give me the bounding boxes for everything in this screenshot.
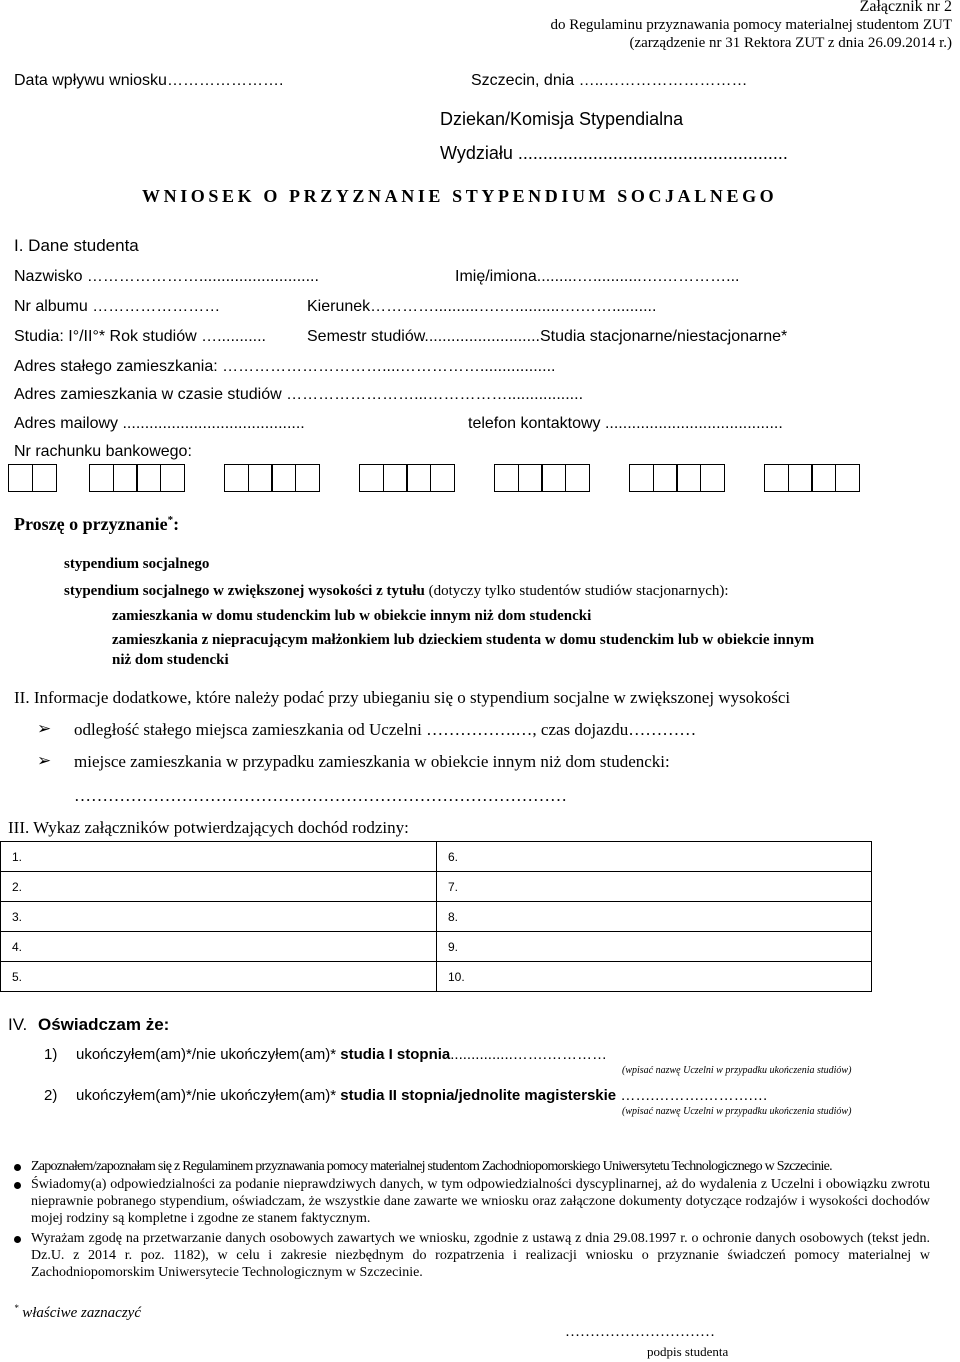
statement-1-number: 1) — [44, 1046, 58, 1063]
statement-2-degree: studia II stopnia/jednolite magisterskie — [340, 1087, 617, 1104]
addressee-faculty-field[interactable]: Wydziału ...................................................... — [440, 143, 788, 163]
bank-account-digit-box[interactable] — [32, 464, 57, 492]
declaration-regulation: Zapoznałem/zapoznałam się z Regulaminem przyznawania pomocy materialnej studentom Zachodniopomorskiego Uniwersytetu Technologicznego w Szczecinie. — [31, 1159, 832, 1174]
bank-account-digit-box[interactable] — [406, 464, 431, 492]
attachment-cell[interactable]: 7. — [437, 872, 872, 902]
section-4-heading: Oświadczam że: — [38, 1015, 170, 1034]
bank-account-digit-box[interactable] — [113, 464, 138, 492]
surname-field[interactable]: Nazwisko …………………........................... — [14, 268, 319, 285]
bank-account-group-6[interactable] — [629, 464, 723, 494]
phone-field[interactable]: telefon kontaktowy ........................................ — [468, 415, 783, 432]
attachment-cell[interactable]: 4. — [1, 932, 437, 962]
permanent-address-field[interactable]: Adres stałego zamieszkania: …………………………....……………................. — [14, 358, 556, 375]
request-heading-text: Proszę o przyznanie — [14, 514, 168, 534]
option-social-scholarship[interactable]: stypendium socjalnego — [64, 556, 210, 572]
form-title: WNIOSEK O PRZYZNANIE STYPENDIUM SOCJALNEGO — [142, 186, 778, 206]
bank-account-group-7[interactable] — [764, 464, 858, 494]
section-3-heading: III. Wykaz załączników potwierdzających dochód rodziny: — [8, 818, 409, 837]
option-spouse-child-cont: niż dom studencki — [112, 652, 229, 668]
place-date-field[interactable]: Szczecin, dnia …..……………………… — [471, 72, 748, 89]
option-spouse-child[interactable]: zamieszkania z niepracującym małżonkiem lub dzieckiem studenta w domu studenckim lub w obiekcie innym — [112, 632, 815, 648]
bank-account-digit-box[interactable] — [430, 464, 455, 492]
attachment-cell[interactable]: 1. — [1, 842, 437, 872]
bullet-icon — [14, 1182, 21, 1189]
distance-field[interactable]: odległość stałego miejsca zamieszkania od Uczelni …………….…, czas dojazdu………… — [74, 720, 697, 739]
header-ordinance: (zarządzenie nr 31 Rektora ZUT z dnia 26.09.2014 r.) — [629, 35, 952, 51]
album-number-field[interactable]: Nr albumu …………………… — [14, 298, 221, 315]
table-row — [1, 962, 872, 992]
bank-account-digit-box[interactable] — [8, 464, 33, 492]
arrow-bullet-icon: ➢ — [37, 719, 52, 739]
option-increased-note: (dotyczy tylko studentów studiów stacjonarnych): — [424, 583, 729, 599]
field-of-study-field[interactable]: Kierunek…………..........….…..........….…….......... — [307, 298, 657, 315]
study-address-field[interactable]: Adres zamieszkania w czasie studiów ……………………...……………................. — [14, 386, 584, 403]
bank-account-group-5[interactable] — [494, 464, 588, 494]
date-received-field[interactable]: Data wpływu wniosku…………………. — [14, 72, 284, 89]
footnote-text: właściwe zaznaczyć — [18, 1305, 141, 1321]
non-dormitory-residence-label: miejsce zamieszkania w przypadku zamieszkania w obiekcie innym niż dom studencki: — [74, 752, 670, 771]
semester-mode-field[interactable]: Semestr studiów..........................Studia stacjonarne/niestacjonarne* — [307, 328, 788, 345]
attachments-table — [0, 841, 872, 992]
firstname-field[interactable]: Imię/imiona.........…...........….…………... — [455, 268, 740, 285]
statement-2-dots: …….……….……….… — [616, 1087, 768, 1104]
bank-account-digit-box[interactable] — [224, 464, 249, 492]
section-2-heading: II. Informacje dodatkowe, które należy podać przy ubieganiu się o stypendium socjalne w zwiększonej wysokości — [14, 688, 791, 707]
option-dormitory[interactable]: zamieszkania w domu studenckim lub w obiekcie innym niż dom studencki — [112, 608, 592, 624]
bank-account-digit-box[interactable] — [383, 464, 408, 492]
option-increased-label: stypendium socjalnego w zwiększonej wysokości z tytułu — [64, 583, 425, 599]
bank-account-digit-box[interactable] — [271, 464, 296, 492]
attachment-cell[interactable]: 10. — [437, 962, 872, 992]
bank-account-group-4[interactable] — [359, 464, 453, 494]
request-heading — [14, 514, 179, 535]
footnote — [14, 1303, 141, 1322]
bank-account-digit-box[interactable] — [764, 464, 789, 492]
statement-2-note: (wpisać nazwę Uczelni w przypadku ukończenia studiów) — [622, 1106, 852, 1117]
attachment-cell[interactable]: 8. — [437, 902, 872, 932]
signature-line[interactable]: ………………………… — [565, 1324, 715, 1340]
bullet-icon — [14, 1236, 21, 1243]
statement-1-text: ukończyłem(am)*/nie ukończyłem(am)* — [76, 1046, 341, 1063]
bank-account-digit-box[interactable] — [629, 464, 654, 492]
non-dormitory-residence-field[interactable]: …………………………………………………………………………… — [74, 786, 567, 805]
bank-account-group-1[interactable] — [8, 464, 55, 494]
bank-account-digit-box[interactable] — [565, 464, 590, 492]
header-attachment-number: Załącznik nr 2 — [859, 0, 952, 15]
statement-1-field[interactable] — [76, 1046, 607, 1063]
footnote-marker: * — [167, 514, 174, 526]
arrow-bullet-icon: ➢ — [37, 751, 52, 771]
bank-account-label: Nr rachunku bankowego: — [14, 443, 192, 460]
declaration-truthfulness: Świadomy(a) odpowiedzialności za podanie nieprawdziwych danych, w tym odpowiedzialności dyscyplinarnej, aż do wydalenia z Uczelni i obowiązku zwrotu nieprawnie pobranego stypendium, oświadczam, że wszystkie dane zawarte we wniosku oraz załączone dokumenty dotyczące rodzajów i wysokości dochodów mojej rodziny są kompletne i zgodne ze stanem faktycznym. — [31, 1177, 930, 1226]
bank-account-digit-box[interactable] — [541, 464, 566, 492]
bank-account-digit-box[interactable] — [811, 464, 836, 492]
declaration-data-consent: Wyrażam zgodę na przetwarzanie danych osobowych zawartych we wniosku, zgodnie z ustawą z dnia 29.08.1997 r. o ochronie danych osobowych (tekst jedn. Dz.U. z 2014 r. poz. 1182), w celu i zakresie niezbędnym do rozpatrzenia i realizacji wniosku o przyznanie świadczeń pomocy materialnej w Zachodniopomorskim Uniwersytecie Technologicznym w Szczecinie. — [31, 1231, 930, 1280]
attachment-cell[interactable]: 6. — [437, 842, 872, 872]
bank-account-digit-box[interactable] — [788, 464, 813, 492]
attachment-cell[interactable]: 2. — [1, 872, 437, 902]
request-heading-colon: : — [173, 514, 180, 534]
attachment-cell[interactable]: 3. — [1, 902, 437, 932]
bank-account-digit-box[interactable] — [89, 464, 114, 492]
section-1-heading: I. Dane studenta — [14, 236, 139, 255]
footnote-mark: * — [14, 1303, 19, 1313]
bank-account-digit-box[interactable] — [295, 464, 320, 492]
table-row — [1, 842, 872, 872]
signature-label: podpis studenta — [647, 1344, 729, 1359]
table-row — [1, 872, 872, 902]
statement-2-text: ukończyłem(am)*/nie ukończyłem(am)* — [76, 1087, 341, 1104]
bullet-icon — [14, 1164, 21, 1171]
bank-account-digit-box[interactable] — [518, 464, 543, 492]
statement-2-field[interactable] — [76, 1087, 768, 1104]
table-row — [1, 932, 872, 962]
statement-1-degree: studia I stopnia — [340, 1046, 451, 1063]
statement-1-note: (wpisać nazwę Uczelni w przypadku ukończenia studiów) — [622, 1065, 852, 1076]
bank-account-group-2[interactable] — [89, 464, 183, 494]
bank-account-digit-box[interactable] — [494, 464, 519, 492]
bank-account-digit-box[interactable] — [248, 464, 273, 492]
statement-1-dots: ...............…….………… — [450, 1046, 607, 1063]
email-field[interactable]: Adres mailowy ......................................... — [14, 415, 305, 432]
bank-account-digit-box[interactable] — [676, 464, 701, 492]
bank-account-digit-box[interactable] — [700, 464, 725, 492]
table-row — [1, 902, 872, 932]
attachment-cell[interactable]: 5. — [1, 962, 437, 992]
bank-account-digit-box[interactable] — [835, 464, 860, 492]
bank-account-digit-box[interactable] — [359, 464, 384, 492]
bank-account-group-3[interactable] — [224, 464, 318, 494]
bank-account-digit-box[interactable] — [136, 464, 161, 492]
studies-degree-year-field[interactable]: Studia: I°/II°* Rok studiów …........... — [14, 328, 266, 345]
bank-account-digit-box[interactable] — [653, 464, 678, 492]
addressee-dean: Dziekan/Komisja Stypendialna — [440, 109, 684, 129]
option-increased-scholarship[interactable] — [64, 583, 729, 600]
header-regulation: do Regulaminu przyznawania pomocy materialnej studentom ZUT — [550, 17, 952, 33]
statement-2-number: 2) — [44, 1087, 58, 1104]
section-4-number: IV. — [8, 1015, 28, 1034]
attachment-cell[interactable]: 9. — [437, 932, 872, 962]
bank-account-digit-box[interactable] — [160, 464, 185, 492]
